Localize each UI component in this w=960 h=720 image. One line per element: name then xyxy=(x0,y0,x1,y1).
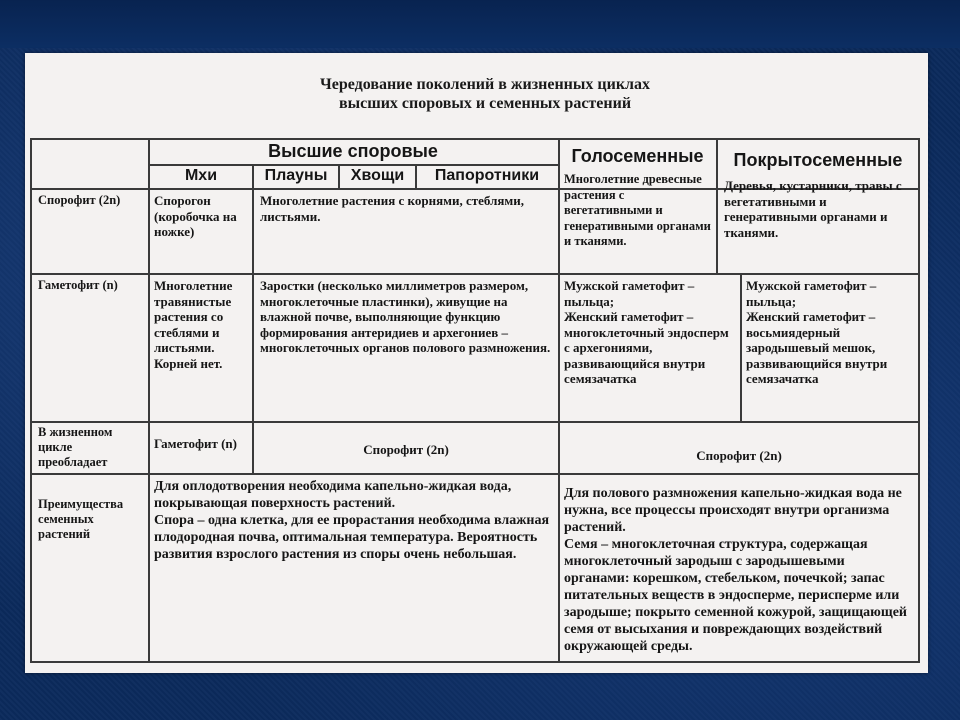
title-line-1: Чередование поколений в жизненных циклах xyxy=(319,76,651,93)
header-lycopods: Плауны xyxy=(264,167,328,184)
table-border-right xyxy=(918,138,920,663)
document-photo xyxy=(25,53,928,673)
cell-dominant-seed: Спорофит (2n) xyxy=(696,448,782,463)
header-gymnosperms: Голосеменные xyxy=(571,146,704,166)
row-divider-1 xyxy=(30,273,920,275)
cell-advantages-seed: Для полового размножения капельно-жидкая вода не нужна, все процессы происходят внутри организма растений. Семя – многоклеточная структура, содержащая многоклеточный зародыш с зародышевыми органами: корешком, стебельком, почечкой; запас питательных веществ в эндосперме, перисперме или зародыше; покрыто семенной кожурой, защищающей семя от высыхания и повреждающих воздействий окружающей среды. xyxy=(564,486,907,654)
cell-gametophyte-gymnosperms: Мужской гаметофит – пыльца; Женский гаметофит – многоклеточный эндосперм с архегониями, развивающийся внутри семязачатка xyxy=(564,278,729,386)
cell-gametophyte-mosses: Многолетние травянистые растения со стеблями и листьями. Корней нет. xyxy=(154,278,233,371)
page-title xyxy=(185,75,785,113)
header-higher-spore: Высшие споровые xyxy=(268,141,438,161)
table-border-left xyxy=(30,138,32,663)
title-line-2: высших споровых и семенных растений xyxy=(338,95,632,112)
header-divider-sub xyxy=(148,164,558,166)
table-border-top xyxy=(30,138,920,140)
row-divider-3 xyxy=(30,473,920,475)
col-divider-mosses-lower xyxy=(252,273,254,473)
row-divider-2 xyxy=(30,421,920,423)
cell-dominant-mosses: Гаметофит (n) xyxy=(154,436,237,451)
header-angiosperms: Покрытосеменные xyxy=(733,150,903,170)
header-mosses: Мхи xyxy=(184,167,218,184)
comparison-table xyxy=(30,138,920,663)
cell-sporophyte-others: Многолетние растения с корнями, стеблями, листьями. xyxy=(260,193,524,224)
cell-advantages-spore: Для оплодотворения необходима капельно-жидкая вода, покрывающая поверхность растений. Спора – одна клетка, для ее прорастания необходима влажная плодородная почва, оптимальная температура. Вероятность развития взрослого растения из споры очень небольшая. xyxy=(154,479,550,562)
slide-background-band xyxy=(0,0,960,48)
table-border-bottom xyxy=(30,661,920,663)
row-label-dominant: В жизненном цикле преобладает xyxy=(38,425,113,469)
cell-sporophyte-gymnosperms: Многолетние древесные растения с вегетативными и генеративными органами и тканями. xyxy=(564,172,711,248)
row-label-gametophyte: Гаметофит (n) xyxy=(38,278,118,292)
cell-sporophyte-angiosperms: Деревья, кустарники, травы с вегетативными и генеративными органами и тканями. xyxy=(724,178,902,240)
header-ferns: Папоротники xyxy=(434,167,540,184)
row-label-sporophyte: Спорофит (2n) xyxy=(38,193,121,207)
cell-gametophyte-others: Заростки (несколько миллиметров размером, многоклеточные пластинки), живущие на влажной почве, выполняющие функцию формирования антеридиев и архегониев – многоклеточных органов полового размножения. xyxy=(260,278,551,355)
cell-gametophyte-angiosperms: Мужской гаметофит – пыльца; Женский гаметофит – восьмиядерный зародышевый мешок, развивающийся внутри семязачатка xyxy=(746,278,888,386)
cell-sporophyte-mosses: Спорогон (коробочка на ножке) xyxy=(154,193,237,239)
row-label-advantages: Преимущества семенных растений xyxy=(38,497,124,541)
cell-dominant-others: Спорофит (2n) xyxy=(363,442,449,457)
header-horsetails: Хвощи xyxy=(350,167,405,184)
